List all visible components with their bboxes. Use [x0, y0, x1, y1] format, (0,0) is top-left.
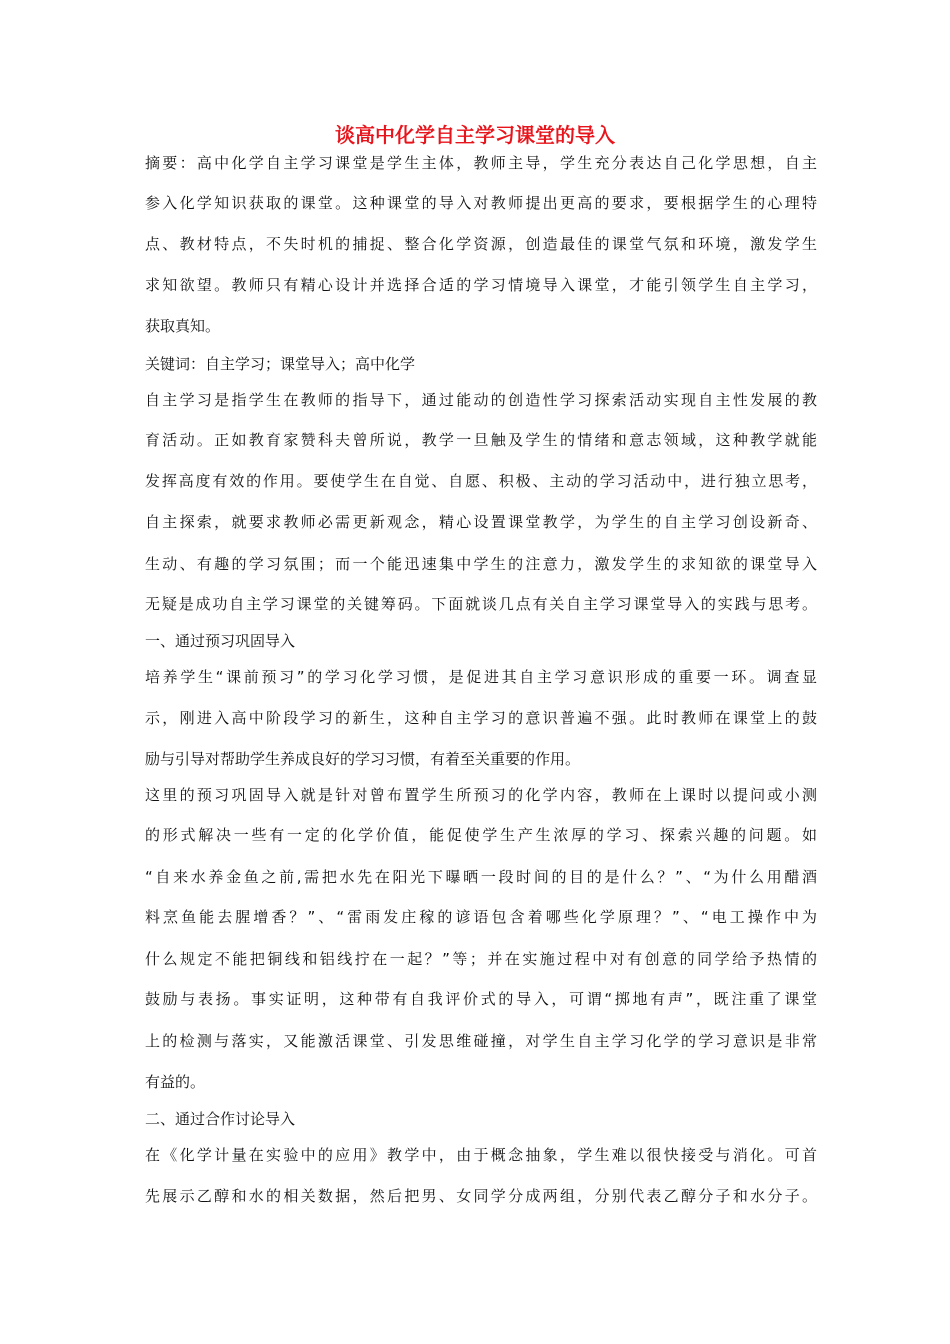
body-line: 先展示乙醇和水的相关数据，然后把男、女同学分成两组，分别代表乙醇分子和水分子。	[145, 1187, 817, 1205]
section-heading-1: 一、通过预习巩固导入	[145, 632, 296, 650]
body-line: 的形式解决一些有一定的化学价值，能促使学生产生浓厚的学习、探索兴趣的问题。如	[145, 826, 817, 844]
body-line: 无疑是成功自主学习课堂的关键筹码。下面就谈几点有关自主学习课堂导入的实践与思考。	[145, 595, 817, 613]
body-line: 在《化学计量在实验中的应用》教学中，由于概念抽象，学生难以很快接受与消化。可首	[145, 1146, 817, 1164]
abstract-line-2: 参入化学知识获取的课堂。这种课堂的导入对教师提出更高的要求，要根据学生的心理特	[145, 194, 817, 212]
body-line: 示，刚进入高中阶段学习的新生，这种自主学习的意识普遍不强。此时教师在课堂上的鼓	[145, 709, 817, 727]
body-line: 自主学习是指学生在教师的指导下，通过能动的创造性学习探索活动实现自主性发展的教	[145, 391, 817, 409]
body-line: 发挥高度有效的作用。要使学生在自觉、自愿、积极、主动的学习活动中，进行独立思考，	[145, 472, 817, 490]
body-line: “自来水养金鱼之前,需把水先在阳光下曝晒一段时间的目的是什么？”、“为什么用醋酒	[145, 868, 817, 886]
document-title: 谈高中化学自主学习课堂的导入	[335, 123, 615, 147]
body-line: 料烹鱼能去腥增香？”、“雷雨发庄稼的谚语包含着哪些化学原理？”、“电工操作中为	[145, 908, 817, 926]
body-line: 什么规定不能把铜线和铝线拧在一起？”等；并在实施过程中对有创意的同学给予热情的	[145, 950, 817, 968]
body-line: 生动、有趣的学习氛围；而一个能迅速集中学生的注意力，激发学生的求知欲的课堂导入	[145, 555, 817, 573]
abstract-line-1: 摘要：高中化学自主学习课堂是学生主体，教师主导，学生充分表达自己化学思想，自主	[145, 154, 817, 172]
body-line: 培养学生“课前预习”的学习化学习惯，是促进其自主学习意识形成的重要一环。调查显	[145, 668, 817, 686]
abstract-line-4: 求知欲望。教师只有精心设计并选择合适的学习情境导入课堂，才能引领学生自主学习，	[145, 276, 817, 294]
body-line: 这里的预习巩固导入就是针对曾布置学生所预习的化学内容，教师在上课时以提问或小测	[145, 786, 817, 804]
body-line: 育活动。正如教育家赞科夫曾所说，教学一旦触及学生的情绪和意志领域，这种教学就能	[145, 431, 817, 449]
body-line: 鼓励与表扬。事实证明，这种带有自我评价式的导入，可谓“掷地有声”，既注重了课堂	[145, 990, 817, 1008]
keywords-line: 关键词：自主学习；课堂导入；高中化学	[145, 355, 416, 373]
body-line: 自主探索，就要求教师必需更新观念，精心设置课堂教学，为学生的自主学习创设新奇、	[145, 513, 817, 531]
body-line: 有益的。	[145, 1073, 206, 1091]
body-line: 上的检测与落实，又能激活课堂、引发思维碰撞，对学生自主学习化学的学习意识是非常	[145, 1032, 817, 1050]
abstract-line-5: 获取真知。	[145, 317, 221, 335]
abstract-line-3: 点、教材特点，不失时机的捕捉、整合化学资源，创造最佳的课堂气氛和环境，激发学生	[145, 235, 817, 253]
section-heading-2: 二、通过合作讨论导入	[145, 1110, 296, 1128]
body-line: 励与引导对帮助学生养成良好的学习习惯，有着至关重要的作用。	[145, 750, 581, 768]
